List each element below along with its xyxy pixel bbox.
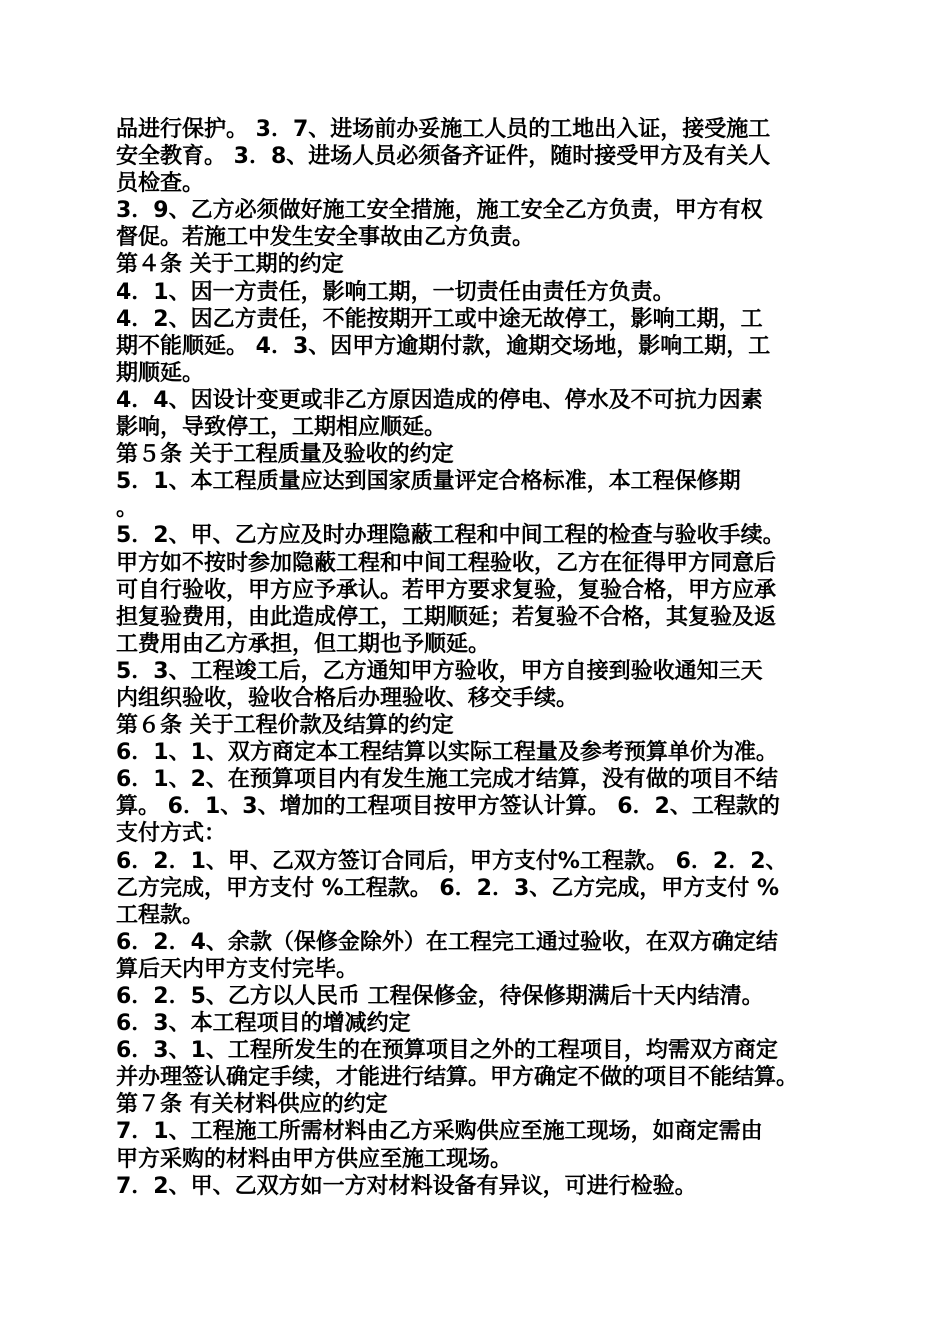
text-line: 内组织验收，验收合格后办理验收、移交手续。: [116, 685, 579, 711]
text-line: 员检查。: [116, 171, 205, 197]
text-line: 6．3、本工程项目的增减约定: [116, 1011, 411, 1037]
text-line: 7．2、甲、乙双方如一方对材料设备有异议，可进行检验。: [116, 1173, 697, 1199]
text-line: 支付方式：: [116, 821, 227, 847]
section-heading: 第４条 关于工期的约定: [116, 252, 344, 278]
text-line: 乙方完成，甲方支付 %工程款。 6．2．3、乙方完成，甲方支付 %: [116, 875, 779, 901]
text-line: 3．9、乙方必须做好施工安全措施，施工安全乙方负责，甲方有权: [116, 198, 763, 224]
text-line: 品进行保护。 3．7、进场前办妥施工人员的工地出入证，接受施工: [116, 117, 771, 142]
text-line: 甲方采购的材料由甲方供应至施工现场。: [116, 1146, 513, 1172]
text-line: 算后天内甲方支付完毕。: [116, 956, 359, 982]
text-line: 可自行验收，甲方应予承认。若甲方要求复验，复验合格，甲方应承: [116, 577, 777, 603]
text-line: 甲方如不按时参加隐蔽工程和中间工程验收，乙方在征得甲方同意后: [116, 550, 777, 576]
text-line: 并办理签认确定手续，才能进行结算。甲方确定不做的项目不能结算。: [116, 1065, 799, 1091]
text-line: 6．3、1、工程所发生的在预算项目之外的工程项目，均需双方商定: [116, 1038, 778, 1064]
text-line: 安全教育。 3．8、进场人员必须备齐证件，随时接受甲方及有关人: [116, 144, 771, 170]
text-line: 7．1、工程施工所需材料由乙方采购供应至施工现场，如商定需由: [116, 1119, 763, 1145]
text-line: 算。 6．1、3、增加的工程项目按甲方签认计算。 6．2、工程款的: [116, 794, 780, 820]
text-line: 6．2．1、甲、乙双方签订合同后，甲方支付%工程款。 6．2．2、: [116, 848, 788, 874]
document-body: [116, 116, 856, 1200]
text-line: 6．1、2、在预算项目内有发生施工完成才结算，没有做的项目不结: [116, 767, 778, 793]
text-line: 6．2．4、余款（保修金除外）在工程完工通过验收，在双方确定结: [116, 929, 778, 955]
text-line: 担复验费用，由此造成停工，工期顺延；若复验不合格，其复验及返: [116, 604, 777, 630]
text-line: 6．1、1、双方商定本工程结算以实际工程量及参考预算单价为准。: [116, 740, 778, 766]
text-line: 期顺延。: [116, 360, 205, 386]
section-heading: 第７条 有关材料供应的约定: [116, 1092, 388, 1118]
text-line: 4．4、因设计变更或非乙方原因造成的停电、停水及不可抗力因素: [116, 387, 763, 413]
text-line: 5．3、工程竣工后，乙方通知甲方验收，甲方自接到验收通知三天: [116, 658, 763, 684]
text-line: 4．1、因一方责任，影响工期，一切责任由责任方负责。: [116, 279, 675, 305]
text-line: 工费用由乙方承担，但工期也予顺延。: [116, 631, 491, 657]
text-line: 影响，导致停工，工期相应顺延。: [116, 415, 447, 441]
text-line: 。: [116, 496, 139, 522]
text-line: 4．2、因乙方责任，不能按期开工或中途无故停工，影响工期，工: [116, 306, 763, 332]
text-line: 督促。若施工中发生安全事故由乙方负责。: [116, 225, 535, 251]
text-line: 工程款。: [116, 902, 205, 928]
text-line: 6．2．5、乙方以人民币 工程保修金，待保修期满后十天内结清。: [116, 984, 764, 1009]
text-line: 期不能顺延。 4．3、因甲方逾期付款，逾期交场地，影响工期，工: [116, 333, 771, 359]
text-line: 5．1、本工程质量应达到国家质量评定合格标准，本工程保修期: [116, 469, 741, 495]
text-line: 5．2、甲、乙方应及时办理隐蔽工程和中间工程的检查与验收手续。: [116, 523, 785, 549]
section-heading: 第５条 关于工程质量及验收的约定: [116, 442, 454, 468]
section-heading: 第６条 关于工程价款及结算的约定: [116, 713, 454, 739]
